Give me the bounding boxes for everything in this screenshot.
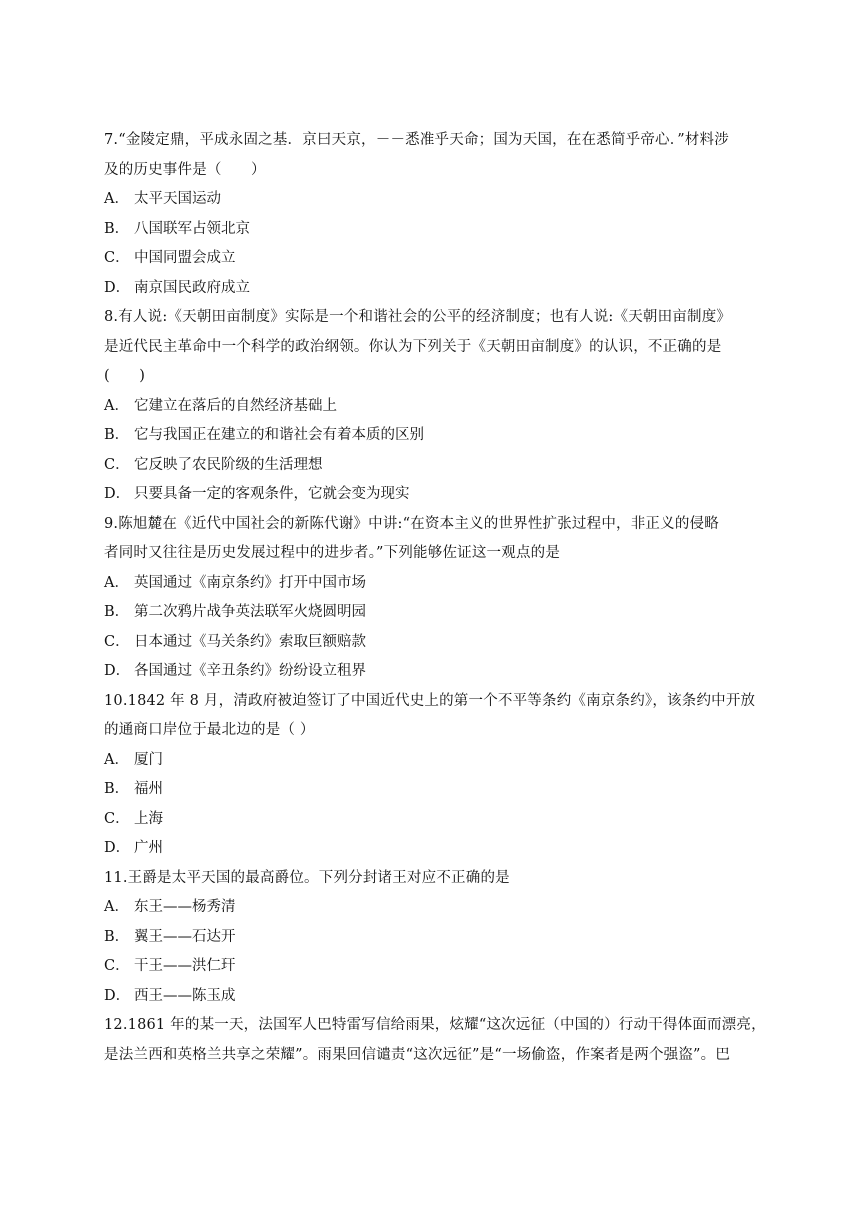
question-12 [104, 1011, 764, 1070]
question-text-line: 7.“金陵定鼎，平成永固之基．京曰天京，－－悉准乎天命；国为天国，在在悉简乎帝心．”材料涉 [104, 132, 729, 148]
option-text: 广州 [134, 840, 163, 856]
option-letter: D． [104, 987, 131, 1004]
option-letter: A． [104, 574, 129, 591]
option-letter: B． [104, 928, 130, 945]
option-text: 英国通过《南京条约》打开中国市场 [134, 574, 366, 591]
option-letter: B． [104, 220, 130, 237]
option-b[interactable] [104, 215, 764, 245]
option-a[interactable] [104, 392, 764, 422]
option-text: 第二次鸦片战争英法联军火烧圆明园 [134, 604, 366, 620]
option-c[interactable] [104, 244, 764, 274]
option-letter: B． [104, 604, 130, 620]
question-text-line: 8.有人说:《天朝田亩制度》实际是一个和谐社会的公平的经济制度；也有人说:《天朝田亩制度》 [104, 309, 732, 325]
question-10 [104, 687, 764, 864]
option-letter: A． [104, 899, 129, 915]
option-c[interactable] [104, 805, 764, 835]
option-a[interactable] [104, 746, 764, 776]
question-text-line: 是法兰西和英格兰共享之荣耀”。雨果回信谴责“这次远征”是“一场偷盗，作案者是两个强盗”。巴 [104, 1046, 731, 1063]
option-d[interactable] [104, 480, 764, 510]
option-letter: A． [104, 397, 129, 414]
question-text-line: 9.陈旭麓在《近代中国社会的新陈代谢》中讲:“在资本主义的世界性扩张过程中，非正义的侵略 [104, 515, 719, 532]
option-b[interactable] [104, 598, 764, 628]
question-11 [104, 864, 764, 1012]
option-c[interactable] [104, 628, 764, 658]
option-text: 干王——洪仁玕 [134, 958, 236, 974]
option-letter: C． [104, 958, 130, 974]
option-d[interactable] [104, 657, 764, 687]
option-text: 八国联军占领北京 [134, 220, 250, 237]
question-text-line: 12.1861 年的某一天，法国军人巴特雷写信给雨果，炫耀“这次远征（中国的）行动干得体面而漂亮， [104, 1017, 766, 1033]
option-text: 上海 [134, 810, 163, 827]
option-letter: D． [104, 486, 131, 502]
question-text-line: 是近代民主革命中一个科学的政治纲领。你认为下列关于《天朝田亩制度》的认识，不正确的是 [104, 338, 722, 355]
option-text: 厦门 [134, 751, 163, 768]
option-text: 太平天国运动 [134, 191, 221, 207]
option-b[interactable] [104, 775, 764, 805]
option-letter: C． [104, 810, 130, 827]
option-b[interactable] [104, 421, 764, 451]
option-d[interactable] [104, 834, 764, 864]
question-text-line: ( ) [104, 368, 146, 384]
option-text: 它建立在落后的自然经济基础上 [134, 397, 337, 414]
option-text: 福州 [134, 781, 163, 797]
option-text: 西王——陈玉成 [134, 987, 236, 1004]
option-letter: B． [104, 781, 130, 797]
option-letter: B． [104, 427, 130, 443]
option-text: 中国同盟会成立 [134, 250, 236, 266]
option-letter: C． [104, 456, 130, 473]
option-letter: A． [104, 191, 129, 207]
option-letter: D． [104, 279, 131, 296]
option-letter: C． [104, 633, 130, 650]
option-text: 只要具备一定的客观条件，它就会变为现实 [134, 486, 410, 502]
option-a[interactable] [104, 893, 764, 923]
option-letter: D． [104, 663, 131, 679]
option-letter: D． [104, 840, 131, 856]
option-d[interactable] [104, 982, 764, 1012]
question-7 [104, 126, 764, 303]
question-9 [104, 510, 764, 687]
option-a[interactable] [104, 569, 764, 599]
option-b[interactable] [104, 923, 764, 953]
option-letter: C． [104, 250, 130, 266]
option-text: 各国通过《辛丑条约》纷纷设立租界 [134, 663, 366, 679]
option-text: 翼王——石达开 [134, 928, 236, 945]
question-text-line: 的通商口岸位于最北边的是（ ） [104, 722, 315, 738]
option-a[interactable] [104, 185, 764, 215]
option-letter: A． [104, 751, 129, 768]
question-8 [104, 303, 764, 510]
question-text-line: 及的历史事件是（ ） [104, 161, 266, 178]
option-text: 南京国民政府成立 [134, 279, 250, 296]
exam-page [104, 126, 764, 1070]
option-d[interactable] [104, 274, 764, 304]
option-c[interactable] [104, 451, 764, 481]
question-text-line: 10.1842 年 8 月，清政府被迫签订了中国近代史上的第一个不平等条约《南京条约》，该条约中开放 [104, 692, 756, 709]
question-text-line: 11.王爵是太平天国的最高爵位。下列分封诸王对应不正确的是 [104, 869, 510, 886]
option-text: 东王——杨秀清 [134, 899, 236, 915]
option-text: 它反映了农民阶级的生活理想 [134, 456, 323, 473]
option-c[interactable] [104, 952, 764, 982]
option-text: 它与我国正在建立的和谐社会有着本质的区别 [134, 427, 424, 443]
option-text: 日本通过《马关条约》索取巨额赔款 [134, 633, 366, 650]
question-text-line: 者同时又往往是历史发展过程中的进步者。”下列能够佐证这一观点的是 [104, 545, 561, 561]
